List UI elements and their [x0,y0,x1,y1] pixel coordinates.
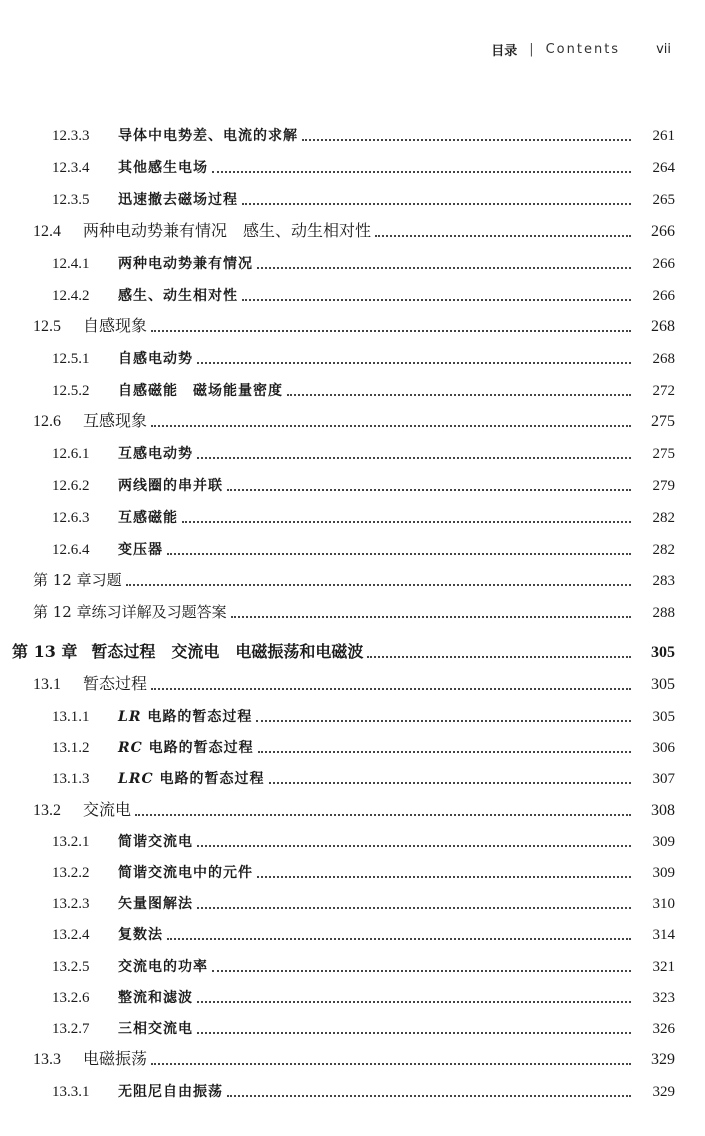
toc-entry-page: 305 [651,644,675,661]
toc-entry-title: 交流电的功率 [118,959,208,975]
toc-entry-number: 13.1 [33,676,61,693]
toc-leader-dots [135,814,631,816]
toc-entry-page: 326 [652,1021,675,1037]
toc-entry-page: 268 [651,318,675,335]
toc-entry-page: 275 [652,446,675,462]
toc-entry-page: 305 [651,676,675,693]
toc-entry[interactable] [0,698,705,726]
toc-entry[interactable] [0,117,705,145]
toc-leader-dots [302,139,631,141]
toc-entry-title: 感生、动生相对性 [118,288,238,304]
toc-entry-title: 矢量图解法 [118,896,193,912]
toc-leader-dots [197,907,631,909]
toc-entry-number: 13.2.7 [52,1021,90,1037]
toc-entry-title-italic: LRC [118,771,154,787]
toc-leader-dots [212,171,631,173]
toc-entry-page: 265 [652,192,675,208]
toc-leader-dots [151,688,631,690]
toc-leader-dots [375,235,631,237]
toc-entry-title-italic: LR [118,709,142,725]
toc-entry-title: 第 12 章练习详解及习题答案 [33,603,227,621]
toc-entry-page: 275 [651,413,675,430]
toc-leader-dots [227,1095,631,1097]
toc-entry-number: 13.2.4 [52,927,90,943]
toc-leader-dots [197,845,631,847]
toc-entry[interactable] [0,435,705,463]
toc-entry-page: 309 [652,865,675,881]
toc-entry-number: 13.2.1 [52,834,90,850]
toc-entry-page: 314 [652,927,675,943]
toc-entry-title: 自感现象 [83,316,148,335]
toc-entry-title: 暂态过程 交流电 电磁振荡和电磁波 [91,642,364,661]
toc-entry-title-text: 电路的暂态过程 [141,709,253,725]
toc-entry-page: 266 [652,288,675,304]
toc-entry-title-italic: RC [118,740,143,756]
toc-entry-number: 12.4 [33,223,61,240]
toc-leader-dots [182,521,631,523]
toc-entry-page: 309 [652,834,675,850]
toc-leader-dots [227,489,631,491]
toc-entry-number: 13.2.5 [52,959,90,975]
header-english-title: Contents [545,41,621,57]
toc-leader-dots [197,362,631,364]
toc-entry-number: 13.1.3 [52,771,90,787]
toc-entry-number: 13.2.3 [52,896,90,912]
toc-leader-dots [126,584,631,586]
toc-entry-number: 13.2.6 [52,990,90,1006]
toc-entry-title: 无阻尼自由振荡 [118,1084,223,1100]
toc-entry-title: 简谐交流电中的元件 [118,865,253,881]
toc-entry-number: 第 13 章 [12,642,78,661]
toc-entry-title: 两种电动势兼有情况 [118,256,253,272]
toc-entry-page: 266 [652,256,675,272]
toc-entry[interactable] [0,1010,705,1038]
toc-entry-page: 282 [652,510,675,526]
toc-leader-dots [151,1063,631,1065]
toc-leader-dots [257,267,631,269]
toc-entry-number: 13.3.1 [52,1084,90,1100]
toc-leader-dots [167,938,631,940]
toc-entry[interactable] [0,149,705,177]
toc-entry-page: 323 [652,990,675,1006]
toc-leader-dots [151,425,631,427]
toc-leader-dots [287,394,631,396]
toc-leader-dots [151,330,631,332]
toc-entry-page: 282 [652,542,675,558]
toc-entry[interactable] [0,562,705,590]
toc-entry[interactable] [0,340,705,368]
toc-entry[interactable] [0,181,705,209]
toc-leader-dots [257,876,631,878]
toc-entry[interactable] [0,792,705,820]
toc-entry-title: 互感现象 [83,411,148,430]
toc-entry[interactable] [0,729,705,757]
toc-entry-title: 简谐交流电 [118,834,193,850]
toc-leader-dots [258,751,631,753]
toc-leader-dots [242,299,631,301]
toc-entry[interactable] [0,531,705,559]
toc-entry-page: 283 [652,573,675,589]
toc-entry-number: 12.6.4 [52,542,90,558]
toc-entry[interactable] [0,467,705,495]
toc-entry-title [118,737,254,757]
toc-entry[interactable] [0,666,705,694]
toc-entry[interactable] [0,885,705,913]
toc-entry-title: 整流和滤波 [118,990,193,1006]
toc-entry[interactable] [0,213,705,241]
toc-entry-title: 自感磁能 磁场能量密度 [118,383,283,399]
toc-leader-dots [269,782,632,784]
toc-entry-title-text: 电路的暂态过程 [153,771,265,787]
toc-leader-dots [231,616,631,618]
toc-entry-page: 288 [652,605,675,621]
toc-entry[interactable] [0,277,705,305]
page-header [0,38,671,60]
toc-entry[interactable] [0,823,705,851]
toc-leader-dots [197,1032,631,1034]
toc-entry-page: 307 [652,771,675,787]
toc-entry-title: 电磁振荡 [83,1049,148,1068]
toc-leader-dots [167,553,631,555]
toc-entry-page: 308 [651,802,675,819]
toc-entry-page: 272 [652,383,675,399]
toc-entry-number: 12.5 [33,318,61,335]
toc-entry[interactable] [0,634,705,662]
toc-entry-title: 变压器 [118,542,163,558]
toc-entry[interactable] [0,308,705,336]
toc-entry-number: 12.5.2 [52,383,90,399]
toc-entry-number: 12.3.4 [52,160,90,176]
toc-entry-page: 310 [652,896,675,912]
toc-entry-title: 互感电动势 [118,446,193,462]
toc-entry-page: 305 [652,709,675,725]
toc-entry-page: 321 [652,959,675,975]
header-page-number: vii [656,41,671,57]
toc-entry-title: 互感磁能 [118,510,178,526]
toc-leader-dots [256,720,631,722]
toc-entry[interactable] [0,979,705,1007]
toc-entry[interactable] [0,916,705,944]
toc-entry[interactable] [0,854,705,882]
toc-entry-page: 266 [651,223,675,240]
toc-entry-title: 迅速撤去磁场过程 [118,192,238,208]
toc-entry-number: 12.6.3 [52,510,90,526]
toc-leader-dots [197,457,631,459]
toc-entry-title: 导体中电势差、电流的求解 [118,128,298,144]
toc-entry[interactable] [0,760,705,788]
toc-entry-page: 261 [652,128,675,144]
toc-entry-title: 复数法 [118,927,163,943]
toc-entry[interactable] [0,372,705,400]
toc-leader-dots [197,1001,631,1003]
toc-entry-number: 13.2 [33,802,61,819]
toc-entry-page: 279 [652,478,675,494]
toc-entry-page: 306 [652,740,675,756]
toc-entry-number: 13.3 [33,1051,61,1068]
toc-entry-number: 13.1.2 [52,740,90,756]
toc-entry[interactable] [0,403,705,431]
toc-entry-title [118,706,252,726]
toc-entry-number: 12.6 [33,413,61,430]
toc-entry-page: 268 [652,351,675,367]
toc-entry-title: 其他感生电场 [118,160,208,176]
toc-entry[interactable] [0,1073,705,1101]
toc-entry-number: 12.6.1 [52,446,90,462]
toc-leader-dots [367,656,631,658]
toc-leader-dots [212,970,631,972]
toc-entry-title [118,768,265,788]
toc-entry[interactable] [0,245,705,273]
toc-entry-number: 12.3.5 [52,192,90,208]
toc-entry-title-text: 电路的暂态过程 [142,740,254,756]
toc-entry-title: 交流电 [83,800,132,819]
toc-entry-page: 329 [652,1084,675,1100]
toc-entry-title: 暂态过程 [83,674,148,693]
toc-entry-page: 264 [652,160,675,176]
toc-entry-title: 自感电动势 [118,351,193,367]
toc-entry-number: 13.1.1 [52,709,90,725]
toc-entry-page: 329 [651,1051,675,1068]
toc-entry-title: 第 12 章习题 [33,571,122,589]
toc-entry-number: 12.4.1 [52,256,90,272]
toc-entry-title: 三相交流电 [118,1021,193,1037]
toc-entry[interactable] [0,594,705,622]
toc-entry-number: 12.4.2 [52,288,90,304]
toc-entry[interactable] [0,499,705,527]
toc-entry-number: 12.5.1 [52,351,90,367]
toc-entry-number: 13.2.2 [52,865,90,881]
toc-entry-title: 两线圈的串并联 [118,478,223,494]
toc-entry-number: 12.6.2 [52,478,90,494]
header-title: 目录 [491,43,518,59]
toc-entry[interactable] [0,1041,705,1069]
toc-entry[interactable] [0,948,705,976]
toc-leader-dots [242,203,631,205]
toc-entry-title: 两种电动势兼有情况 感生、动生相对性 [83,221,372,240]
toc-entry-number: 12.3.3 [52,128,90,144]
header-separator: | [529,41,534,57]
